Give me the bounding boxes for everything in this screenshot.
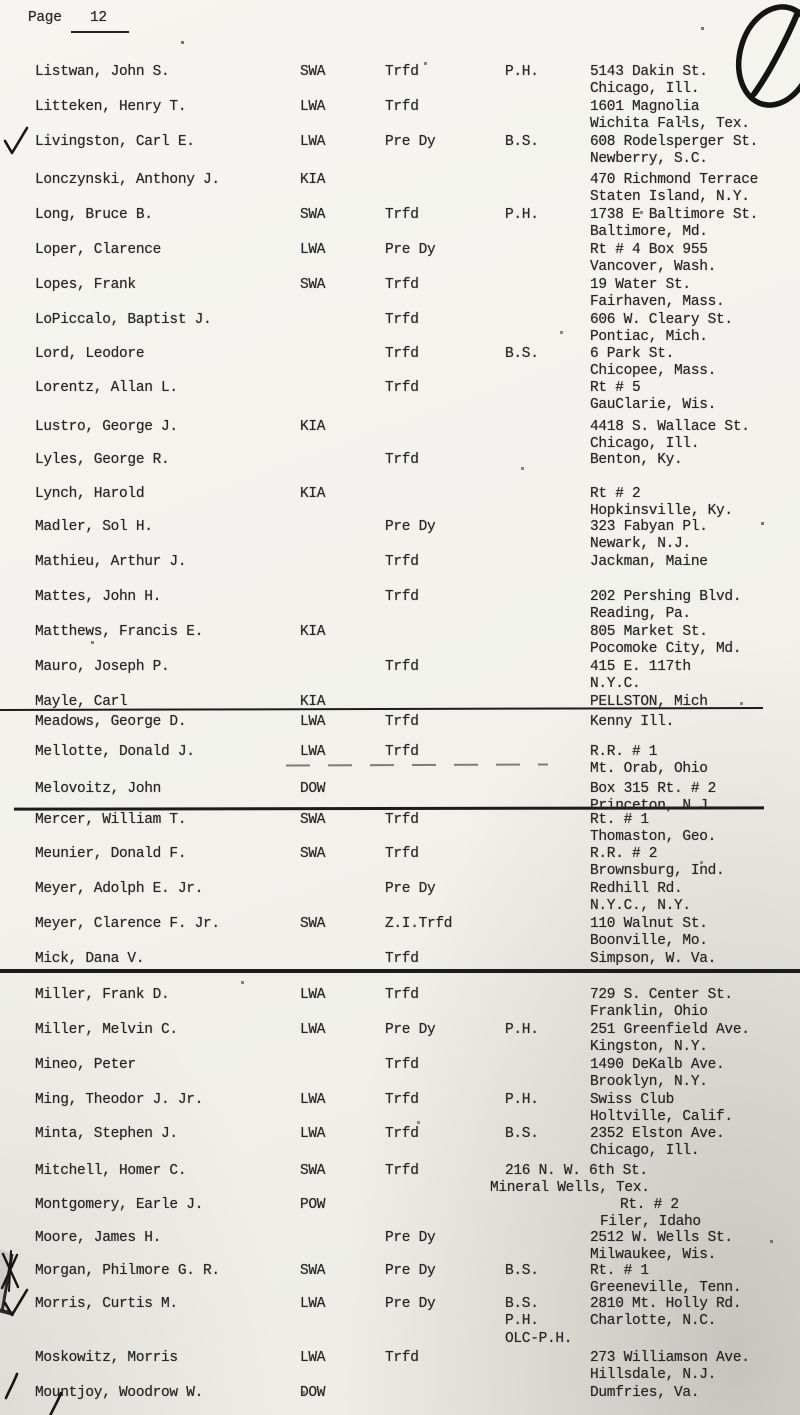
row-disposition: Trfd: [385, 1126, 419, 1142]
row-status: SWA: [300, 277, 326, 293]
row-status: LWA: [300, 1350, 326, 1366]
handwritten-check-icon: [2, 1287, 30, 1319]
row-name: Litteken, Henry T.: [35, 99, 187, 115]
row-name: Melovoitz, John: [35, 781, 162, 797]
row-disposition: Pre Dy: [385, 1022, 436, 1038]
row-address-line: 606 W. Cleary St.: [590, 312, 733, 328]
page-label: Page: [28, 10, 62, 26]
row-address-line: Kenny Ill.: [590, 714, 675, 730]
row-address-line: 470 Richmond Terrace: [590, 172, 759, 188]
row-award: B.S.: [505, 134, 539, 150]
row-address-line: 1738 E Baltimore St.: [590, 207, 759, 223]
row-status: SWA: [300, 846, 326, 862]
row-name: Miller, Frank D.: [35, 987, 170, 1003]
row-status: POW: [300, 1197, 326, 1213]
row-address-line: Newark, N.J.: [590, 536, 691, 553]
row-address-line: Chicago, Ill.: [590, 436, 700, 453]
row-address-line: 729 S. Center St.: [590, 987, 733, 1003]
row-address-line: Reading, Pa.: [590, 606, 691, 623]
row-disposition: Trfd: [385, 987, 419, 1003]
row-disposition: Pre Dy: [385, 134, 436, 150]
row-address-line: 202 Pershing Blvd.: [590, 589, 742, 605]
row-disposition: Trfd: [385, 99, 419, 115]
handwritten-cross-icon: [0, 1250, 24, 1292]
row-status: KIA: [300, 624, 326, 640]
row-address-line: R.R. # 1: [590, 744, 658, 760]
row-name: Madler, Sol H.: [35, 519, 153, 535]
row-status: DOW: [300, 1385, 326, 1401]
row-address-line: Franklin, Ohio: [590, 1004, 708, 1021]
row-address-line: Redhill Rd.: [590, 881, 683, 897]
page-number: 12: [90, 10, 107, 26]
row-disposition: Trfd: [385, 659, 419, 675]
row-name: Meyer, Adolph E. Jr.: [35, 881, 204, 897]
row-address-line: Hopkinsville, Ky.: [590, 503, 733, 520]
row-disposition: Trfd: [385, 346, 419, 362]
row-address-line: Staten Island, N.Y.: [590, 189, 750, 206]
row-address-line: 2512 W. Wells St.: [590, 1230, 733, 1246]
row-address-line: Hillsdale, N.J.: [590, 1367, 717, 1384]
row-status: LWA: [300, 1022, 326, 1038]
row-disposition: Trfd: [385, 1092, 419, 1108]
row-award: P.H.: [505, 1022, 539, 1038]
row-address-line: 5143 Dakin St.: [590, 64, 708, 80]
row-address-line: R.R. # 2: [590, 846, 658, 862]
row-address-line: Princeton, N.J.: [590, 798, 717, 815]
row-address-line: Holtville, Calif.: [590, 1109, 733, 1126]
row-address-line: Wichita Falls, Tex.: [590, 116, 750, 133]
handwritten-check-icon: [2, 125, 30, 157]
row-address-line: Rt # 5: [590, 380, 641, 396]
row-disposition: Pre Dy: [385, 881, 436, 897]
row-status: LWA: [300, 242, 326, 258]
row-name: Mountjoy, Woodrow W.: [35, 1385, 204, 1401]
row-address-line: 2352 Elston Ave.: [590, 1126, 725, 1142]
row-address-line: Baltimore, Md.: [590, 224, 708, 241]
row-address-line: Boonville, Mo.: [590, 933, 708, 950]
row-name: Minta, Stephen J.: [35, 1126, 178, 1142]
row-disposition: Pre Dy: [385, 1230, 436, 1246]
row-address-line: Pocomoke City, Md.: [590, 641, 742, 658]
row-status: LWA: [300, 99, 326, 115]
row-address-line: 323 Fabyan Pl.: [590, 519, 708, 535]
row-address-line: Rt. # 1: [590, 812, 649, 828]
row-disposition: Trfd: [385, 589, 419, 605]
row-name: Lord, Leodore: [35, 346, 145, 362]
row-disposition: Trfd: [385, 812, 419, 828]
row-name: Meunier, Donald F.: [35, 846, 187, 862]
row-address-line: 273 Williamson Ave.: [590, 1350, 750, 1366]
row-name: Mellotte, Donald J.: [35, 744, 195, 760]
row-address-line: Fairhaven, Mass.: [590, 294, 725, 311]
row-name: LoPiccalo, Baptist J.: [35, 312, 212, 328]
circled-scribble-icon: [732, 0, 800, 123]
row-name: Miller, Melvin C.: [35, 1022, 178, 1038]
row-address-line: 1601 Magnolia: [590, 99, 700, 115]
row-disposition: Trfd: [385, 64, 419, 80]
row-address-line: Chicago, Ill.: [590, 1143, 700, 1160]
row-disposition: Pre Dy: [385, 519, 436, 535]
row-status: LWA: [300, 134, 326, 150]
row-address-line: Swiss Club: [590, 1092, 675, 1108]
row-address-line: Chicopee, Mass.: [590, 363, 717, 380]
row-address-line: 110 Walnut St.: [590, 916, 708, 932]
row-name: Mathieu, Arthur J.: [35, 554, 187, 570]
row-name: Montgomery, Earle J.: [35, 1197, 204, 1213]
row-status: KIA: [300, 694, 326, 710]
row-status: LWA: [300, 1296, 326, 1312]
rule-above-miller: [0, 969, 800, 973]
row-status: SWA: [300, 812, 326, 828]
row-address-line: Pontiac, Mich.: [590, 329, 708, 346]
row-award: P.H.: [505, 1092, 539, 1108]
row-name: Livingston, Carl E.: [35, 134, 195, 150]
row-status: KIA: [300, 419, 326, 435]
row-address-line: Benton, Ky.: [590, 452, 683, 468]
row-name: Lyles, George R.: [35, 452, 170, 468]
row-address-line: N.Y.C.: [590, 676, 641, 693]
row-status: SWA: [300, 207, 326, 223]
row-address-line: 251 Greenfield Ave.: [590, 1022, 750, 1038]
row-address-line: Milwaukee, Wis.: [590, 1247, 717, 1264]
row-disposition: Trfd: [385, 277, 419, 293]
row-status: SWA: [300, 916, 326, 932]
row-address-line: 805 Market St.: [590, 624, 708, 640]
row-disposition: Trfd: [385, 1057, 419, 1073]
row-disposition: Trfd: [385, 554, 419, 570]
row-address-line: Mt. Orab, Ohio: [590, 761, 708, 778]
row-status: LWA: [300, 744, 326, 760]
row-address-line: 415 E. 117th: [590, 659, 691, 675]
row-address-line: Rt. # 1: [590, 1263, 649, 1279]
handwritten-slash-icon: [4, 1372, 20, 1400]
row-disposition: Trfd: [385, 951, 419, 967]
row-status: LWA: [300, 1126, 326, 1142]
row-disposition: Pre Dy: [385, 242, 436, 258]
row-disposition: Trfd: [385, 1163, 419, 1179]
row-address-line: Brooklyn, N.Y.: [590, 1074, 708, 1091]
row-status: LWA: [300, 714, 326, 730]
row-address-line: Greeneville, Tenn.: [590, 1280, 742, 1297]
row-name: Loper, Clarence: [35, 242, 162, 258]
row-address-line: 1490 DeKalb Ave.: [590, 1057, 725, 1073]
row-name: Mineo, Peter: [35, 1057, 136, 1073]
row-status: LWA: [300, 987, 326, 1003]
row-award: P.H.: [505, 207, 539, 223]
row-name: Meadows, George D.: [35, 714, 187, 730]
row-disposition: Trfd: [385, 207, 419, 223]
row-disposition: Trfd: [385, 452, 419, 468]
row-award: B.S.: [505, 346, 539, 362]
row-name: Long, Bruce B.: [35, 207, 153, 223]
row-address-line: 19 Water St.: [590, 277, 691, 293]
row-name: Lopes, Frank: [35, 277, 136, 293]
row-address-line: Thomaston, Geo.: [590, 829, 717, 846]
row-disposition: Pre Dy: [385, 1296, 436, 1312]
row-award: B.S.: [505, 1126, 539, 1142]
paper-specks: [0, 0, 1, 1]
row-name: Lorentz, Allan L.: [35, 380, 178, 396]
row-disposition: Pre Dy: [385, 1263, 436, 1279]
row-disposition: Trfd: [385, 846, 419, 862]
row-address-line: 6 Park St.: [590, 346, 675, 362]
row-name: Morris, Curtis M.: [35, 1296, 178, 1312]
row-address-line: N.Y.C., N.Y.: [590, 898, 691, 915]
row-name: Matthews, Francis E.: [35, 624, 204, 640]
row-name: Meyer, Clarence F. Jr.: [35, 916, 220, 932]
row-address-line: Newberry, S.C.: [590, 151, 708, 168]
row-status: KIA: [300, 486, 326, 502]
row-address-line: 4418 S. Wallace St.: [590, 419, 750, 435]
row-address-line: Brownsburg, Ind.: [590, 863, 725, 880]
row-status: SWA: [300, 1163, 326, 1179]
row-address-line: Rt # 4 Box 955: [590, 242, 708, 258]
row-award: P.H.: [505, 1313, 539, 1330]
row-address-line: Simpson, W. Va.: [590, 951, 717, 967]
row-name: Mayle, Carl: [35, 694, 128, 710]
row-address-line: 608 Rodelsperger St.: [590, 134, 759, 150]
row-address-line: Rt # 2: [590, 486, 641, 502]
row-name: Mitchell, Homer C.: [35, 1163, 187, 1179]
row-address-line: Box 315 Rt. # 2: [590, 781, 717, 797]
row-name: Ming, Theodor J. Jr.: [35, 1092, 204, 1108]
pencil-dashed-line: [286, 764, 548, 767]
row-disposition: Trfd: [385, 714, 419, 730]
row-address-line: Charlotte, N.C.: [590, 1313, 717, 1330]
row-address-line: PELLSTON, Mich: [590, 694, 708, 710]
row-address-line: Mineral Wells, Tex.: [490, 1180, 650, 1197]
row-award: P.H.: [505, 64, 539, 80]
row-status: SWA: [300, 64, 326, 80]
row-status: DOW: [300, 781, 326, 797]
row-disposition: Trfd: [385, 744, 419, 760]
row-award: B.S.: [505, 1296, 539, 1312]
row-address-line: GauClarie, Wis.: [590, 397, 717, 414]
row-disposition: Z.I.Trfd: [385, 916, 453, 932]
row-name: Moskowitz, Morris: [35, 1350, 178, 1366]
row-address-line: 216 N. W. 6th St.: [505, 1163, 648, 1179]
row-address-line: Chicago, Ill.: [590, 81, 700, 98]
row-address-line: Filer, Idaho: [600, 1214, 701, 1231]
row-name: Listwan, John S.: [35, 64, 170, 80]
row-name: Lonczynski, Anthony J.: [35, 172, 220, 188]
row-name: Lustro, George J.: [35, 419, 178, 435]
row-award: OLC-P.H.: [505, 1330, 573, 1347]
row-address-line: 2810 Mt. Holly Rd.: [590, 1296, 742, 1312]
row-address-line: Dumfries, Va.: [590, 1385, 700, 1401]
row-status: LWA: [300, 1092, 326, 1108]
row-name: Mercer, William T.: [35, 812, 187, 828]
row-name: Mauro, Joseph P.: [35, 659, 170, 675]
row-disposition: Trfd: [385, 380, 419, 396]
row-address-line: Kingston, N.Y.: [590, 1039, 708, 1056]
row-address-line: Jackman, Maine: [590, 554, 708, 570]
page-number-underline: [71, 31, 129, 33]
row-name: Mick, Dana V.: [35, 951, 145, 967]
row-award: B.S.: [505, 1263, 539, 1279]
row-name: Moore, James H.: [35, 1230, 162, 1246]
row-name: Morgan, Philmore G. R.: [35, 1263, 220, 1279]
row-address-line: Rt. # 2: [620, 1197, 679, 1213]
row-disposition: Trfd: [385, 1350, 419, 1366]
row-disposition: Trfd: [385, 312, 419, 328]
row-status: SWA: [300, 1263, 326, 1279]
row-name: Lynch, Harold: [35, 486, 145, 502]
row-name: Mattes, John H.: [35, 589, 162, 605]
row-status: KIA: [300, 172, 326, 188]
row-address-line: Vancover, Wash.: [590, 259, 717, 276]
